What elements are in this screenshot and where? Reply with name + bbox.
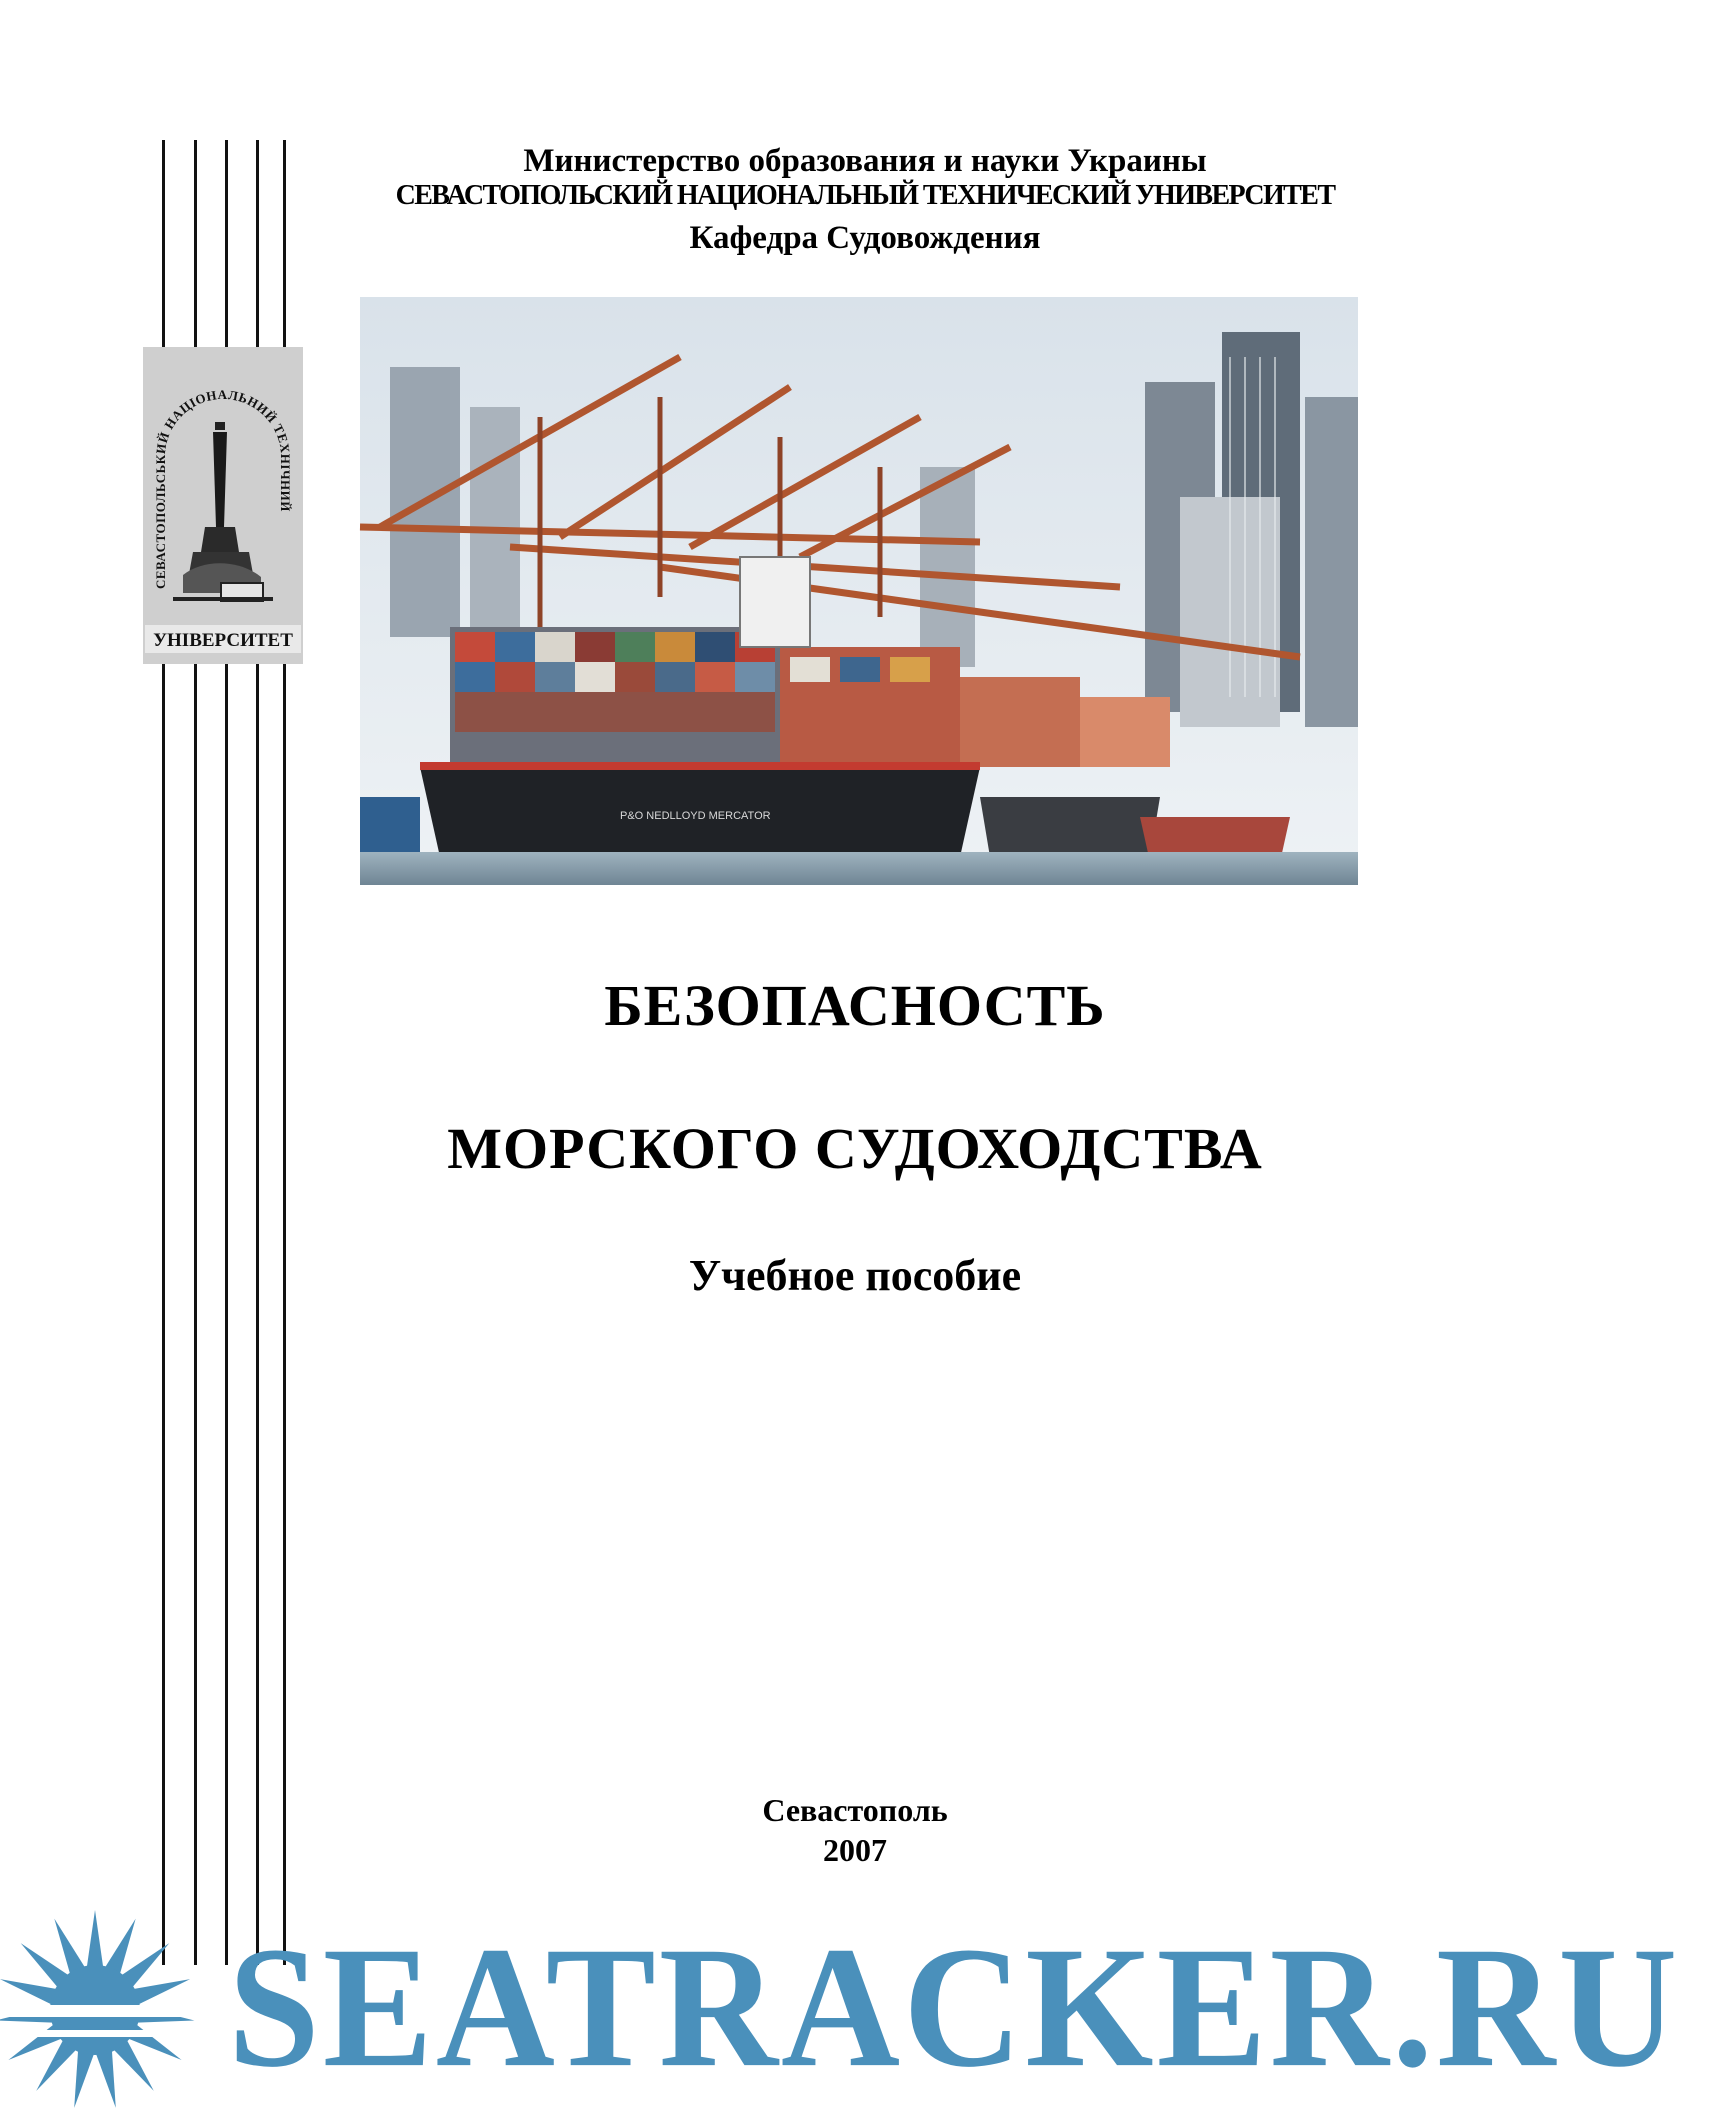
- logo-bottom-text: УНІВЕРСИТЕТ: [153, 630, 293, 651]
- university-logo: [143, 347, 303, 664]
- logo-arc-text: СЕВАСТОПОЛЬСЬКИЙ НАЦІОНАЛЬНИЙ ТЕХНІЧНИЙ: [152, 386, 294, 589]
- ship-name-text: P&O NEDLLOYD MERCATOR: [620, 810, 771, 822]
- imprint-year: 2007: [823, 1832, 887, 1868]
- title-line-2: МОРСКОГО СУДОХОДСТВА: [447, 1116, 1263, 1181]
- cover-photo: [360, 297, 1358, 885]
- department-line: Кафедра Судовождения: [689, 220, 1041, 256]
- imprint-city: Севастополь: [762, 1792, 948, 1828]
- watermark-text: SEATRACKER.RU: [228, 1910, 1681, 2103]
- title-line-1: БЕЗОПАСНОСТЬ: [604, 973, 1106, 1038]
- university-line: СЕВАСТОПОЛЬСКИЙ НАЦИОНАЛЬНЫЙ ТЕХНИЧЕСКИЙ УНИВЕРСИТЕТ: [395, 180, 1335, 211]
- subtitle: Учебное пособие: [688, 1251, 1022, 1300]
- sun-icon: [0, 1900, 225, 2111]
- ministry-line: Министерство образования и науки Украины: [523, 143, 1207, 179]
